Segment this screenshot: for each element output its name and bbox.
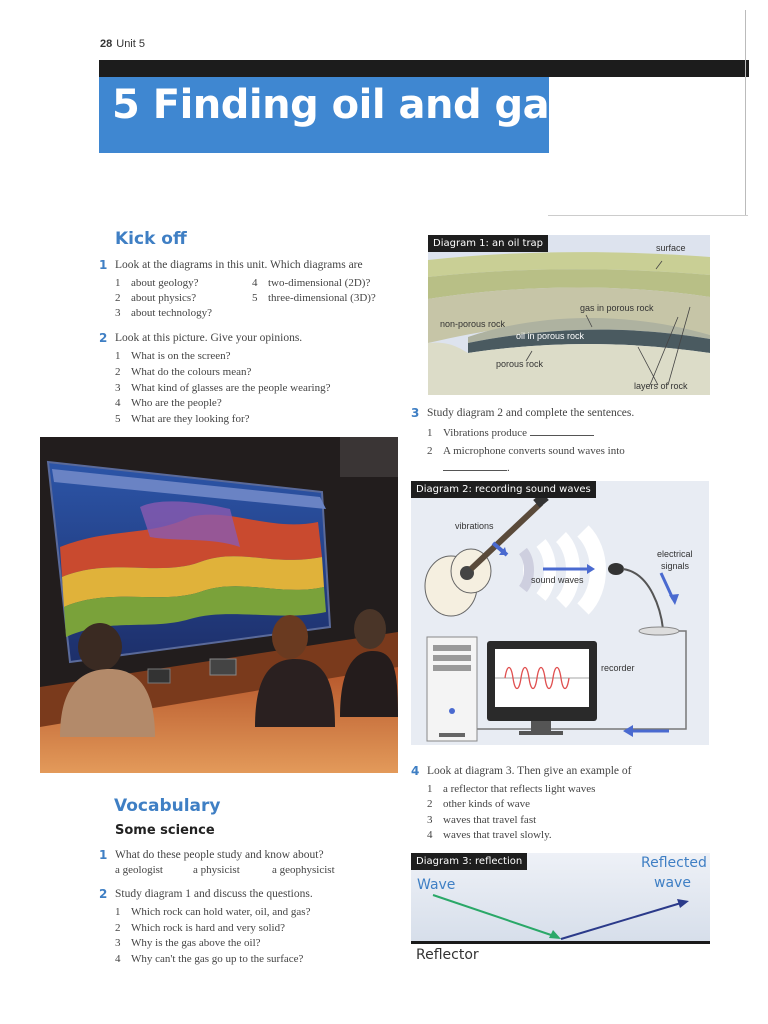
label-gas: gas in porous rock: [580, 303, 654, 313]
label-sound-waves: sound waves: [531, 575, 584, 585]
page-title: 5 Finding oil and gas: [112, 82, 573, 128]
question-text: What do these people study and know about?: [115, 849, 324, 861]
label-vibrations: vibrations: [455, 521, 494, 531]
label-surface: surface: [656, 243, 686, 253]
page-edge-line: [745, 10, 746, 215]
page-edge-line-horizontal: [548, 215, 748, 216]
list-item: 2 A microphone converts sound waves into: [427, 445, 625, 457]
diagram-2-recording-sound: [411, 481, 709, 745]
list-item: 4 waves that travel slowly.: [427, 829, 552, 841]
diagram-1-label: Diagram 1: an oil trap: [428, 235, 548, 252]
question-text: Study diagram 1 and discuss the questions.: [115, 888, 313, 900]
question-number: 1: [99, 258, 108, 272]
question-text: Study diagram 2 and complete the sentences.: [427, 407, 635, 419]
list-item: 1 Which rock can hold water, oil, and gas?: [115, 906, 311, 918]
question-text: Look at diagram 3. Then give an example of: [427, 765, 632, 777]
label-recorder: recorder: [601, 663, 635, 673]
list-item: 4 Who are the people?: [115, 397, 222, 409]
answer-blank[interactable]: [530, 426, 594, 436]
list-item: 1 Vibrations produce: [427, 426, 594, 439]
recording-illustration: [411, 481, 709, 745]
label-porous: porous rock: [496, 359, 544, 369]
oil-trap-illustration: [428, 235, 710, 395]
computer-tower-icon: [427, 637, 477, 741]
label-wave: Wave: [417, 877, 456, 893]
diagram-3-reflection: [411, 853, 710, 968]
option-text: a physicist: [193, 864, 240, 876]
list-item: 4 two-dimensional (2D)?: [252, 277, 371, 289]
list-item: 2 other kinds of wave: [427, 798, 531, 810]
list-item: 5 What are they looking for?: [115, 413, 250, 425]
diagram-2-label: Diagram 2: recording sound waves: [411, 481, 596, 498]
answer-blank[interactable]: [443, 461, 507, 471]
list-item: 5 three-dimensional (3D)?: [252, 292, 376, 304]
option-text: a geologist: [115, 864, 163, 876]
page-header: [100, 38, 145, 50]
title-top-bar: [99, 60, 749, 77]
vocabulary-subheading: Some science: [115, 823, 215, 838]
list-item: 3 waves that travel fast: [427, 814, 537, 826]
label-oil: oil in porous rock: [516, 331, 585, 341]
list-item: 4 Why can't the gas go up to the surface?: [115, 953, 304, 965]
label-signals: signals: [661, 561, 690, 571]
page-number: 28: [100, 38, 113, 50]
question-number: 2: [99, 887, 108, 901]
list-item: 1 a reflector that reflects light waves: [427, 783, 596, 795]
question-text: Look at this picture. Give your opinions.: [115, 332, 303, 344]
list-item: 2 What do the colours mean?: [115, 366, 252, 378]
list-item: 3 Why is the gas above the oil?: [115, 937, 261, 949]
list-item: 1 What is on the screen?: [115, 350, 231, 362]
answer-line: .: [443, 461, 510, 474]
label-electrical: electrical: [657, 549, 693, 559]
list-item: 1 about geology?: [115, 277, 199, 289]
microphone-icon: [608, 563, 679, 635]
question-number: 2: [99, 331, 108, 345]
question-text: Look at the diagrams in this unit. Which diagrams are: [115, 259, 363, 271]
photo-3d-visualization-room: [40, 437, 398, 773]
label-reflector: Reflector: [416, 947, 479, 963]
question-number: 1: [99, 848, 108, 862]
photo-illustration: [40, 437, 398, 773]
monitor-icon: [487, 641, 597, 735]
list-item: 3 about technology?: [115, 307, 212, 319]
vocabulary-heading: Vocabulary: [114, 796, 221, 816]
question-number: 3: [411, 406, 420, 420]
kick-off-heading: Kick off: [115, 229, 187, 249]
list-item: 2 about physics?: [115, 292, 197, 304]
label-reflected: Reflected: [641, 855, 707, 871]
list-item: 3 What kind of glasses are the people wearing?: [115, 382, 331, 394]
option-text: a geophysicist: [272, 864, 335, 876]
diagram-3-label: Diagram 3: reflection: [411, 853, 527, 870]
unit-label: Unit 5: [116, 38, 145, 50]
label-reflected-wave: wave: [654, 875, 691, 891]
diagram-1-oil-trap: [428, 235, 710, 395]
label-layers: layers of rock: [634, 381, 688, 391]
list-item: 2 Which rock is hard and very solid?: [115, 922, 285, 934]
label-non-porous: non-porous rock: [440, 319, 506, 329]
question-number: 4: [411, 764, 420, 778]
